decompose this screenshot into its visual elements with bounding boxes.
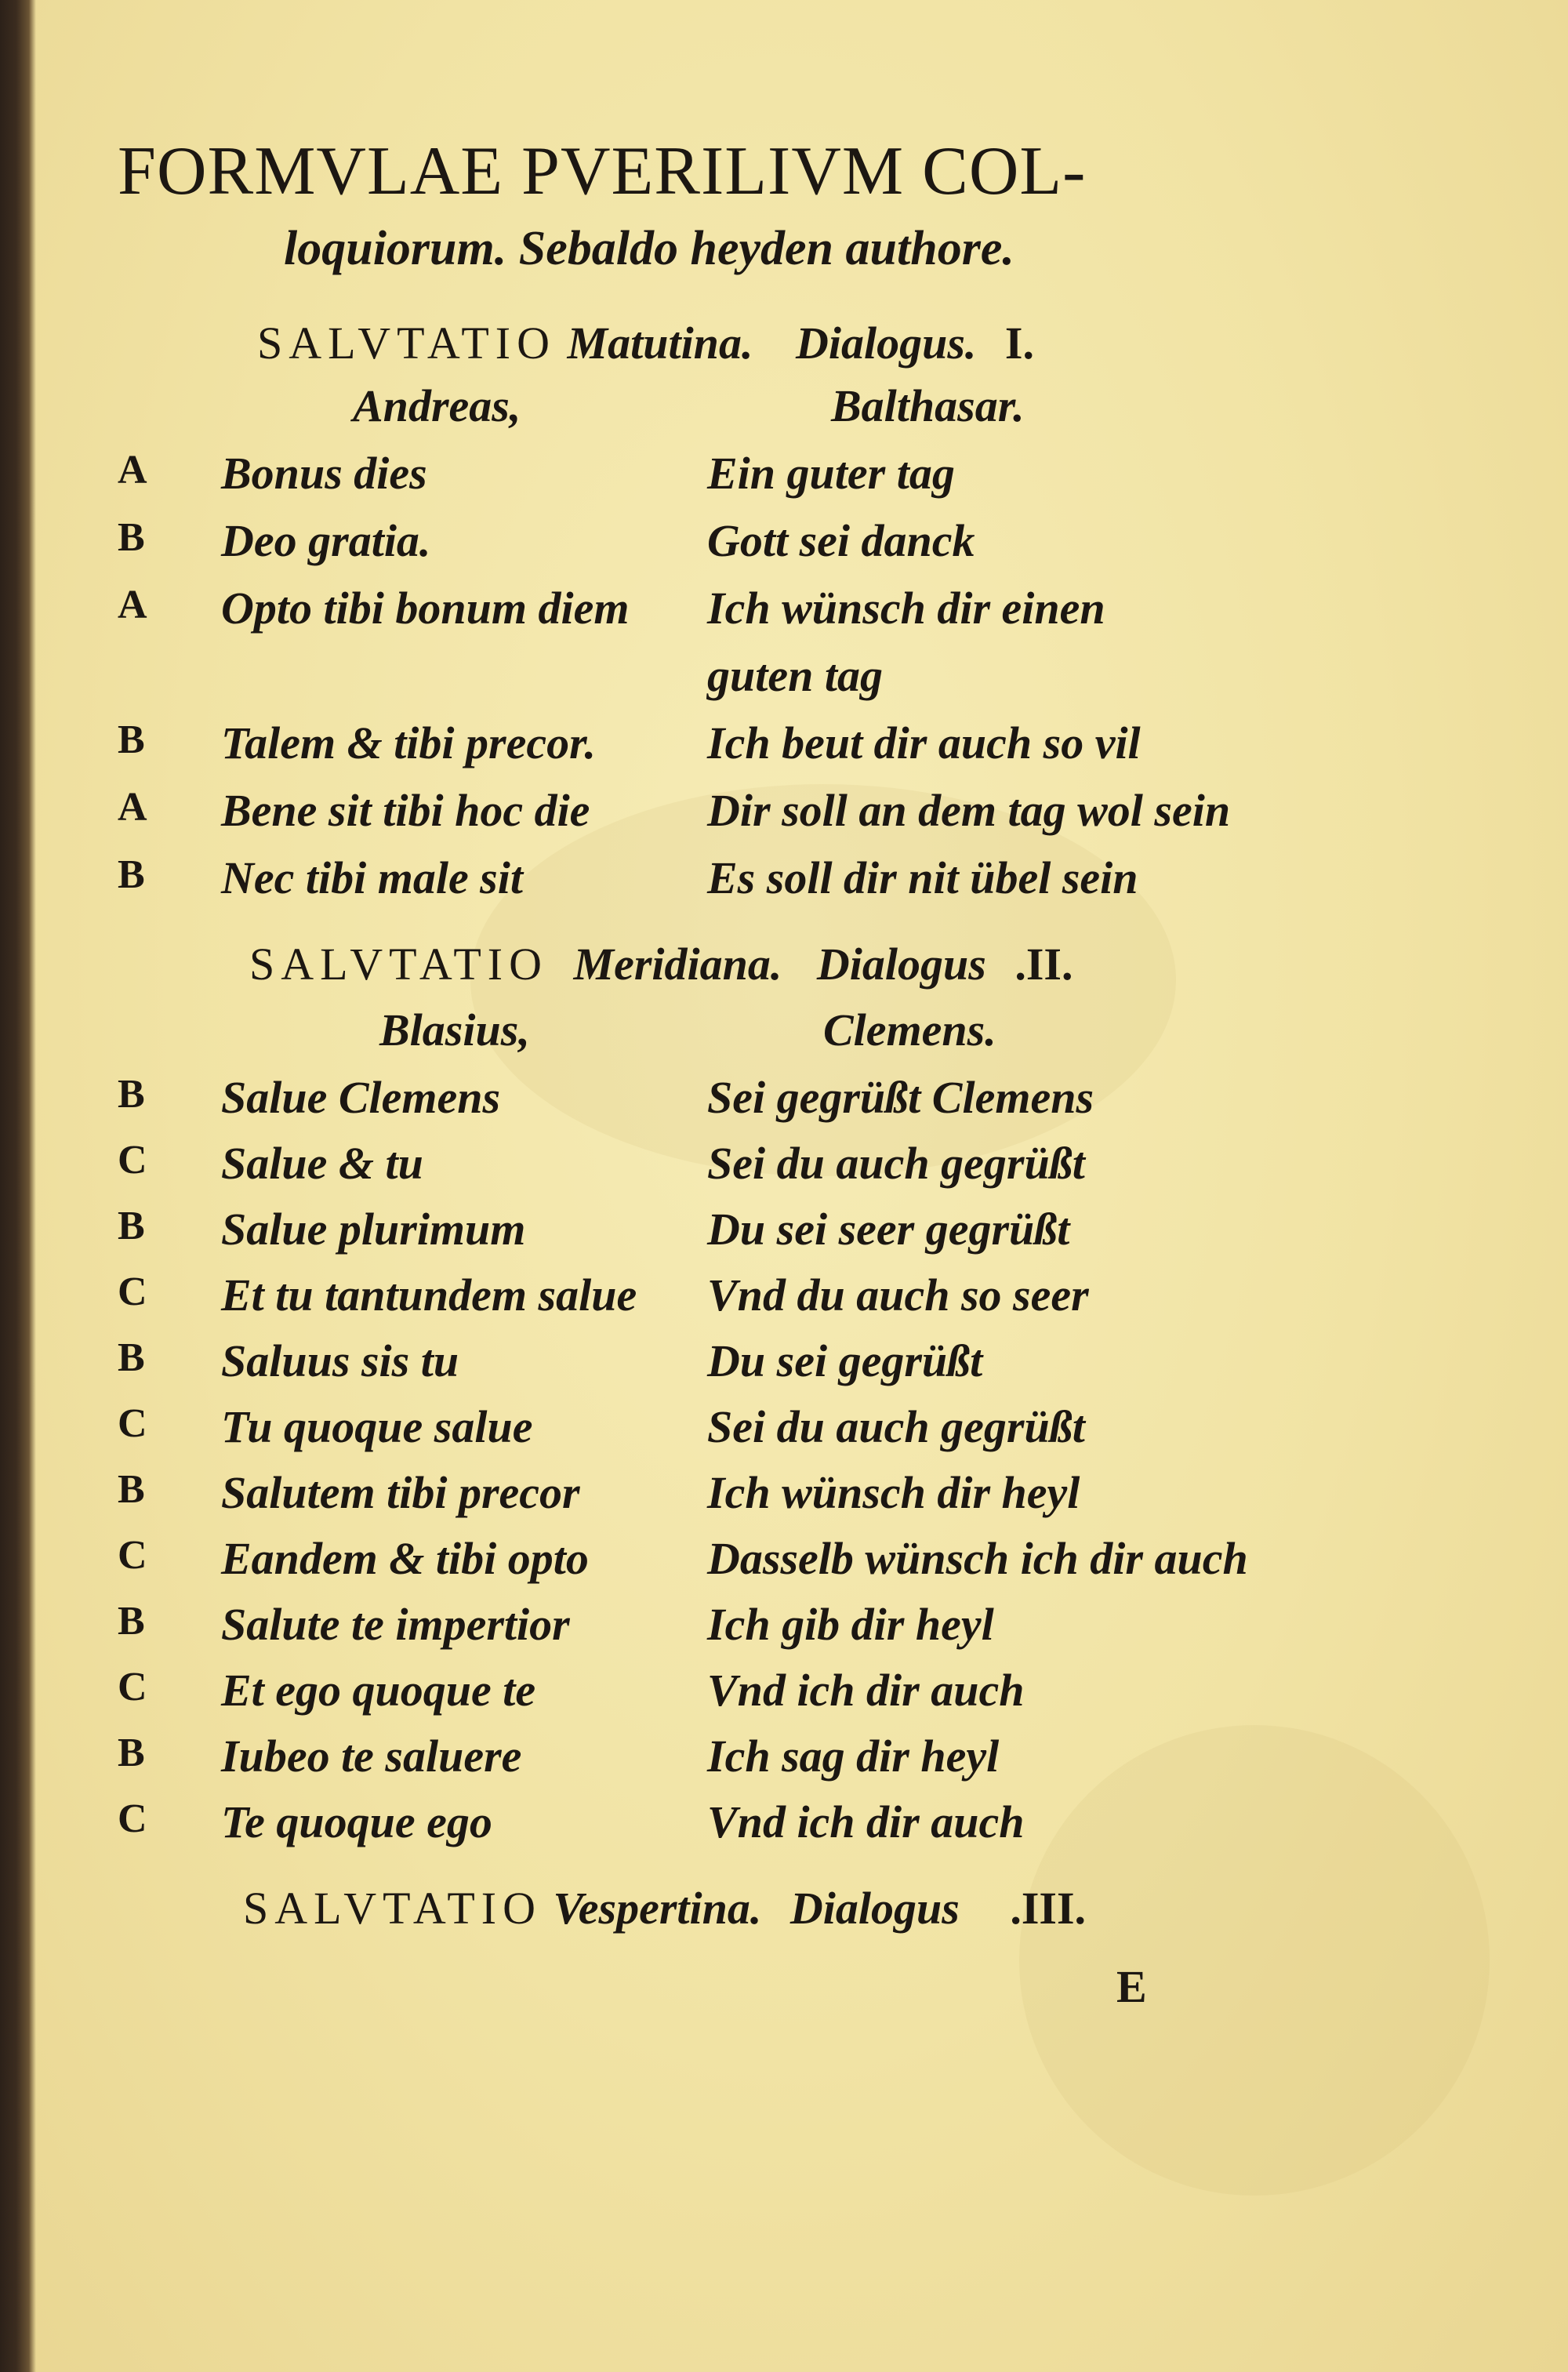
speaker-letter: B [118,1072,145,1117]
dialogue-heading [243,1882,1086,1934]
heading-number: I. [1004,318,1034,369]
heading-italic: Meridiana. [573,939,782,990]
dialogue-line [0,1269,1568,1335]
german-phrase: Dir soll an dem tag wol sein [707,785,1231,836]
dialogue-line [0,447,1568,513]
german-phrase: Vnd ich dir auch [707,1796,1025,1847]
dialogue-line [0,1400,1568,1466]
dialogue-line [0,1203,1568,1269]
speaker-letter: B [118,1599,145,1644]
heading-italic: Vespertina. [553,1883,762,1934]
speaker-letter: C [118,1138,147,1182]
latin-phrase: Iubeo te saluere [221,1731,522,1782]
speaker-letter: B [118,515,145,560]
heading-caps: SALVTATIO [243,1883,543,1934]
speaker-letter: B [118,1204,145,1248]
german-phrase: Vnd ich dir auch [707,1665,1025,1716]
latin-phrase: Opto tibi bonum diem [221,583,630,634]
speaker-right: Clemens. [823,1004,996,1055]
speaker-letter: C [118,1796,147,1841]
speaker-letter: B [118,1467,145,1512]
german-phrase: Ich gib dir heyl [707,1599,994,1650]
heading-italic: Matutina. [567,318,753,369]
speaker-letter: B [118,1335,145,1380]
latin-phrase: Saluus sis tu [221,1335,459,1386]
dialogue-line [0,1071,1568,1137]
dialogue-line [0,582,1568,648]
dialogue-line [0,1137,1568,1203]
latin-phrase: Salue Clemens [221,1072,501,1123]
heading-dialogus: Dialogus. [795,318,977,369]
speaker-letter: A [118,785,147,830]
german-phrase: Dasselb wünsch ich dir auch [707,1533,1248,1584]
german-phrase: Ich wünsch dir heyl [707,1467,1080,1518]
dialogue-line [0,1466,1568,1532]
dialogue-line [0,852,1568,917]
heading-caps: SALVTATIO [257,318,557,369]
dialogue-line [0,649,1568,715]
german-phrase: Du sei gegrüßt [707,1335,983,1386]
latin-phrase: Te quoque ego [221,1796,492,1847]
latin-phrase: Salutem tibi precor [221,1467,580,1518]
latin-phrase: Bonus dies [221,448,427,499]
dialogue-line [0,784,1568,850]
german-phrase: Ich wünsch dir einen [707,583,1105,634]
heading-caps: SALVTATIO [249,939,549,990]
heading-number: .III. [1010,1883,1087,1934]
latin-phrase: Salute te impertior [221,1599,570,1650]
speaker-right: Balthasar. [831,380,1025,431]
german-phrase: Ich sag dir heyl [707,1731,1000,1782]
latin-phrase: Eandem & tibi opto [221,1533,589,1584]
german-phrase: Ein guter tag [707,448,955,499]
speaker-letter: C [118,1401,147,1446]
german-phrase: Vnd du auch so seer [707,1270,1089,1320]
dialogue-line [0,1664,1568,1730]
german-phrase: Sei du auch gegrüßt [707,1138,1085,1189]
speaker-letter: B [118,1731,145,1775]
german-phrase: Ich beut dir auch so vil [707,717,1141,768]
speaker-letter: A [118,583,147,627]
dialogue-line [0,1730,1568,1796]
page-subtitle: loquiorum. Sebaldo heyden authore. [284,222,1014,275]
speaker-letter: B [118,852,145,897]
german-phrase: Es soll dir nit übel sein [707,852,1138,903]
dialogue-line [0,514,1568,580]
page-title: FORMVLAE PVERILIVM COL- [118,133,1087,209]
latin-phrase: Bene sit tibi hoc die [221,785,590,836]
speaker-letter: A [118,448,147,492]
dialogue-line [0,1598,1568,1664]
heading-number: .II. [1014,939,1073,990]
latin-phrase: Deo gratia. [221,515,431,566]
speaker-left: Blasius, [379,1004,530,1055]
speaker-left: Andreas, [353,380,521,431]
german-phrase: Du sei seer gegrüßt [707,1204,1070,1255]
latin-phrase: Salue plurimum [221,1204,526,1255]
german-phrase: Sei gegrüßt Clemens [707,1072,1094,1123]
latin-phrase: Salue & tu [221,1138,423,1189]
heading-dialogus: Dialogus [789,1883,960,1934]
latin-phrase: Et tu tantundem salue [221,1270,637,1320]
speaker-letter: C [118,1270,147,1314]
latin-phrase: Tu quoque salue [221,1401,533,1452]
dialogue-line [0,1532,1568,1598]
speaker-letter: B [118,717,145,762]
german-phrase: Gott sei danck [707,515,975,566]
german-phrase: guten tag [707,650,883,701]
dialogue-heading [257,317,1034,369]
dialogue-line [0,1335,1568,1400]
speaker-letter: C [118,1533,147,1578]
dialogue-line [0,717,1568,783]
speaker-letter: C [118,1665,147,1709]
dialogue-heading [249,938,1073,990]
latin-phrase: Talem & tibi precor. [221,717,596,768]
latin-phrase: Et ego quoque te [221,1665,536,1716]
signature-mark: E [1116,1961,1147,2012]
dialogue-line [0,1796,1568,1862]
latin-phrase: Nec tibi male sit [221,852,523,903]
heading-dialogus: Dialogus [816,939,986,990]
german-phrase: Sei du auch gegrüßt [707,1401,1085,1452]
